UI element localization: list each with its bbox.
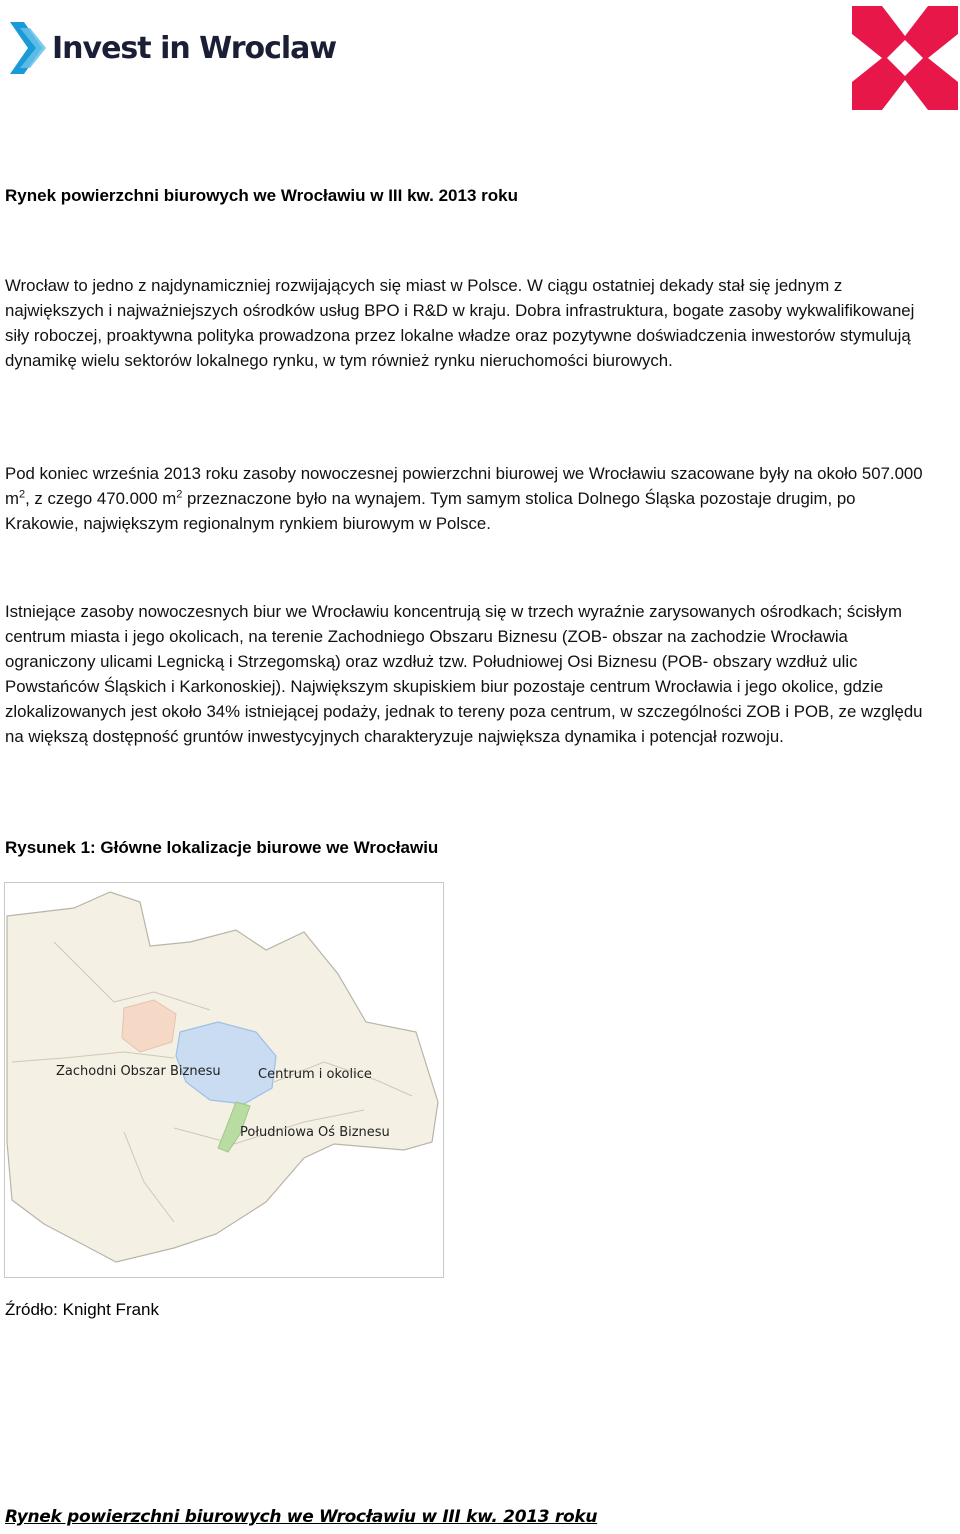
paragraph-intro: Wrocław to jedno z najdynamiczniej rozwijających się miast w Polsce. W ciągu ostatniej dekady stał się jednym z największych i najważniejszych ośrodków usług BPO i R&D w kraju. Dobra infrastruktura, bogate zasoby wykwalifikowanej siły roboczej, proaktywna polityka prowadzona przez lokalne władze oraz pozytywne doświadczenia inwestorów stymulują dynamikę wielu sektorów lokalnego rynku, w tym również rynku nieruchomości biurowych. [5, 276, 915, 370]
figure-source: Źródło: Knight Frank [5, 1300, 160, 1319]
map-label-west: Zachodni Obszar Biznesu [56, 1064, 221, 1079]
page-footer: Rynek powierzchni biurowych we Wrocławiu w III kw. 2013 roku [5, 1507, 598, 1527]
p2-text-b: , z czego 470.000 m [25, 489, 177, 508]
figure-caption: Rysunek 1: Główne lokalizacje biurowe we Wrocławiu [5, 838, 439, 857]
p2-sup-1: 2 [18, 488, 26, 501]
logo-text: Invest in Wroclaw [52, 30, 337, 66]
map-label-center: Centrum i okolice [258, 1067, 372, 1082]
p2-sup-2: 2 [176, 488, 183, 501]
invest-in-wroclaw-logo [8, 20, 336, 76]
paragraph-locations: Istniejące zasoby nowoczesnych biur we Wrocławiu koncentrują się w trzech wyraźnie zarysowanych ośrodkach; ścisłym centrum miasta i jego okolicach, na terenie Zachodniego Obszaru Biznesu (ZOB- obszar na zachodzie Wrocławia ograniczony ulicami Legnicką i Strzegomską) oraz wzdłuż tzw. Południowej Osi Biznesu (POB- obszary wzdłuż ulic Powstańców Śląskich i Karkonoskiej). Największym skupiskiem biur pozostaje centrum Wrocławia i jego okolice, gdzie zlokalizowanych jest około 34% istniejącej podaży, jednak to tereny poza centrum, w szczególności ZOB i POB, ze względu na większą dostępność gruntów inwestycyjnych charakteryzuje największa dynamika i potencjał rozwoju. [5, 602, 923, 746]
office-locations-map [4, 882, 444, 1278]
p2-text-c: przeznaczone było na wynajem. Tym samym stolica Dolnego Śląska pozostaje drugim, po Krakowie, największym regionalnym rynkiem biurowym w Polsce. [5, 489, 856, 533]
paragraph-office-stock [5, 461, 925, 536]
page-title: Rynek powierzchni biurowych we Wrocławiu w III kw. 2013 roku [5, 186, 518, 205]
wroclaw-brand-mark-icon [852, 6, 958, 110]
p2-text-a: Pod koniec września 2013 roku zasoby nowoczesnej powierzchni biurowej we Wrocławiu szacowane były na około 507.000 m [5, 464, 923, 508]
map-label-south: Południowa Oś Biznesu [240, 1125, 390, 1140]
chevron-logo-icon [8, 20, 50, 76]
